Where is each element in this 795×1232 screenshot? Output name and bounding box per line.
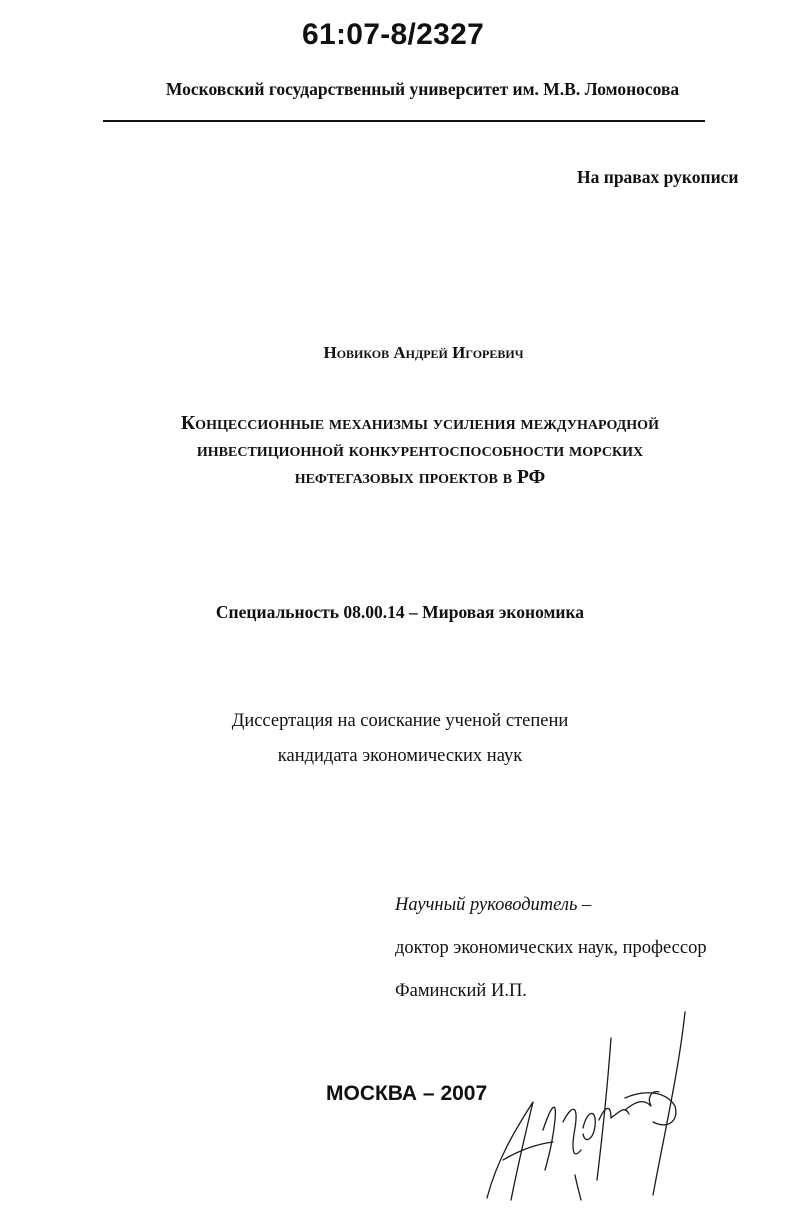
handwritten-signature: [475, 1010, 690, 1205]
title-line-1: Концессионные механизмы усиления международной: [181, 413, 659, 434]
archive-code: 61:07-8/2327: [302, 18, 485, 51]
supervisor-name: Фаминский И.П.: [395, 981, 527, 1001]
supervisor-label: Научный руководитель –: [395, 895, 592, 915]
specialty: Специальность 08.00.14 – Мировая экономика: [215, 602, 585, 622]
degree-statement: [0, 704, 795, 774]
degree-line-1: Диссертация на соискание ученой степени: [231, 711, 569, 731]
city-year: МОСКВА – 2007: [326, 1082, 488, 1105]
supervisor-block: [395, 884, 707, 1013]
header-divider: [103, 120, 705, 122]
author-name: Новиков Андрей Игоревич: [323, 343, 524, 362]
supervisor-title: доктор экономических наук, профессор: [395, 938, 707, 958]
dissertation-title: [0, 410, 795, 491]
title-line-3: нефтегазовых проектов в РФ: [294, 467, 546, 488]
title-line-2: инвестиционной конкурентоспособности морских: [196, 440, 644, 461]
university-name: Московский государственный университет им. М.В. Ломоносова: [165, 79, 680, 99]
manuscript-rights-note: На правах рукописи: [577, 167, 739, 187]
degree-line-2: кандидата экономических наук: [277, 746, 523, 766]
